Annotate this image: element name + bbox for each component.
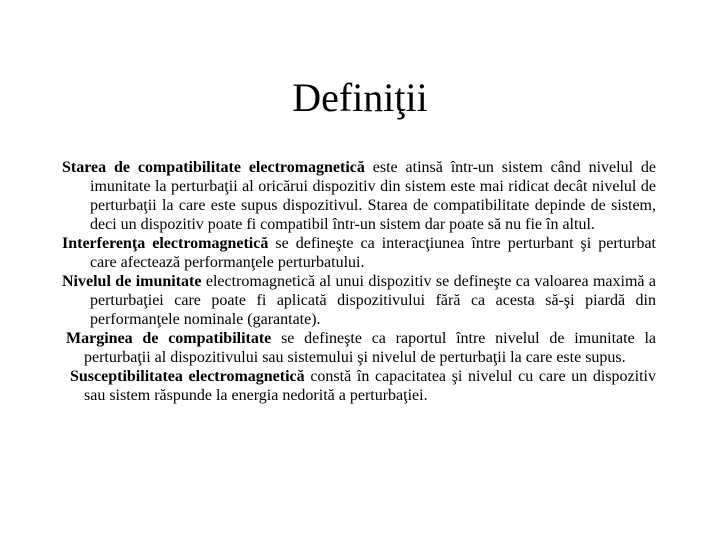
definition-electromagnetic-susceptibility [62,367,656,405]
definition-text: constă în capacitatea şi nivelul cu care un dispozitiv sau sistem răspunde la energia nedorită a perturbaţiei. [84,368,656,404]
definition-text: se defineşte ca raportul între nivelul de imunitate la perturbaţii al dispozitivului sau sistemului şi nivelul de perturbaţii la care este supus. [84,330,657,366]
definition-term: Nivelul de imunitate [62,273,202,290]
definition-term: Marginea de compatibilitate [66,330,272,347]
slide-title: Definiţii [292,75,428,120]
definitions-list [62,158,656,405]
definition-text: electromagnetică al unui dispozitiv se defineşte ca valoarea maximă a perturbaţiei care poate fi aplicată dispozitivului fără ca acesta să-şi piardă din performanţele nominale (garantate). [90,273,657,328]
definition-compatibility-margin [62,329,656,367]
definition-term: Starea de compatibilitate electromagnetică [62,159,365,176]
definition-electromagnetic-interference [62,234,656,272]
definition-immunity-level [62,272,656,329]
definition-term: Susceptibilitatea electromagnetică [70,368,305,385]
definition-compatibility-state [62,158,656,234]
definition-text: se defineşte ca interacţiunea între perturbant şi perturbat care afectează performanţele perturbatului. [90,235,656,271]
definition-text: este atinsă într-un sistem când nivelul de imunitate la perturbaţii al oricărui dispozitiv din sistem este mai ridicat decât nivelul de perturbaţii la care este supus dispozitivul. Starea de compatibilitate depinde de sistem, deci un dispozitiv poate fi compatibil într-un sistem dar poate să nu fie în altul. [90,159,657,233]
definition-term: Interferenţa electromagnetică [62,235,269,252]
